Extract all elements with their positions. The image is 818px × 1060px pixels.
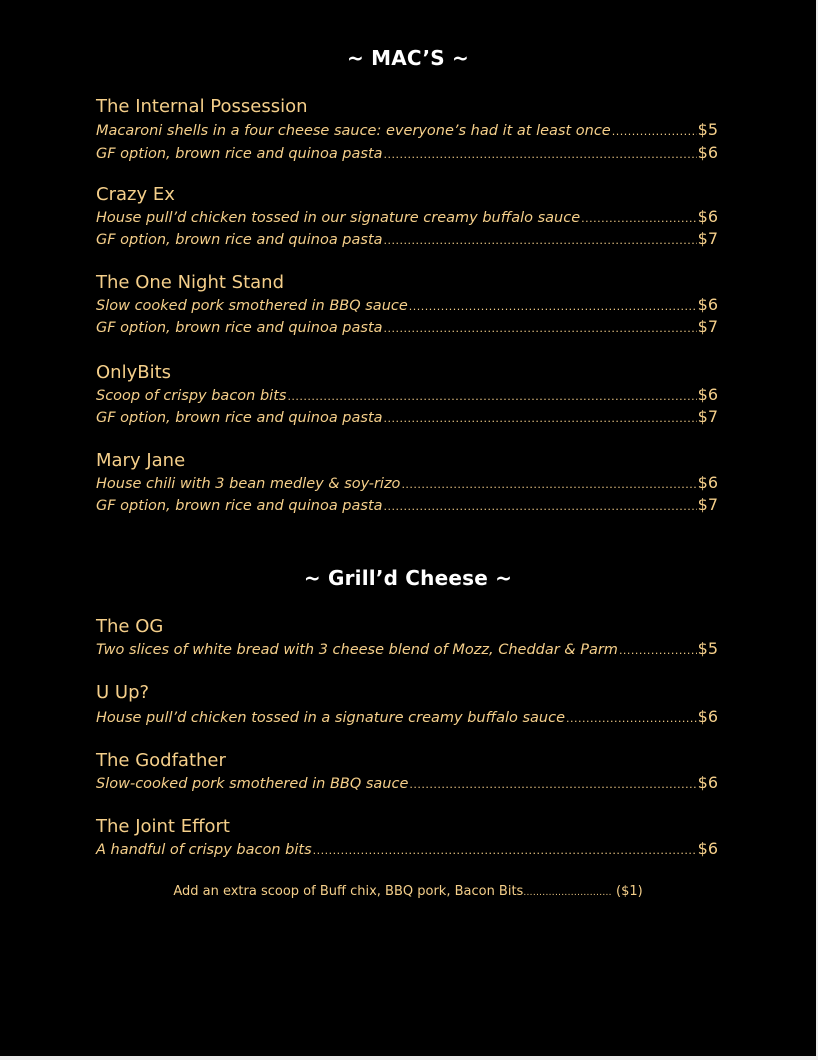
dot-leader — [581, 212, 697, 225]
dot-leader — [612, 125, 697, 138]
grilled-item-line — [96, 639, 718, 658]
gf-price: $7 — [697, 229, 718, 248]
item-price: $6 — [697, 385, 718, 404]
dot-leader — [384, 500, 697, 513]
macs-gf-line — [96, 143, 718, 162]
extra-scoop-price: ($1) — [616, 884, 643, 899]
macs-item-line — [96, 120, 718, 139]
macs-item-line — [96, 473, 718, 492]
grilled-section-title: ~ Grill’d Cheese ~ — [303, 566, 513, 590]
dot-leader — [409, 778, 696, 791]
grilled-item-line — [96, 707, 718, 726]
item-price: $6 — [697, 707, 718, 726]
macs-item-line — [96, 385, 718, 404]
item-description: Slow-cooked pork smothered in BBQ sauce — [96, 776, 409, 792]
item-price: $6 — [697, 473, 718, 492]
macs-item-name: The Internal Possession — [96, 96, 308, 117]
item-price: $6 — [697, 839, 718, 858]
gf-description: GF option, brown rice and quinoa pasta — [96, 232, 383, 248]
dot-leader — [384, 412, 697, 425]
item-price: $5 — [697, 120, 718, 139]
item-price: $6 — [697, 773, 718, 792]
grilled-item-name: The OG — [96, 616, 164, 637]
dot-leader — [313, 844, 697, 857]
dot-leader — [384, 234, 697, 247]
macs-gf-line — [96, 407, 718, 426]
gf-description: GF option, brown rice and quinoa pasta — [96, 320, 383, 336]
grilled-item-name: U Up? — [96, 682, 150, 703]
dot-leader — [409, 300, 697, 313]
dot-leader — [566, 712, 697, 725]
macs-gf-line — [96, 317, 718, 336]
macs-gf-line — [96, 229, 718, 248]
gf-price: $7 — [697, 495, 718, 514]
grilled-item-name: The Godfather — [96, 750, 226, 771]
gf-description: GF option, brown rice and quinoa pasta — [96, 498, 383, 514]
macs-item-line — [96, 207, 718, 226]
grilled-item-line — [96, 839, 718, 858]
macs-section-title: ~ MAC’S ~ — [346, 46, 470, 70]
dot-leader — [287, 390, 696, 403]
macs-item-name: The One Night Stand — [96, 272, 284, 293]
item-description: Slow cooked pork smothered in BBQ sauce — [96, 298, 408, 314]
gf-price: $6 — [697, 143, 718, 162]
macs-item-name: OnlyBits — [96, 362, 172, 383]
macs-gf-line — [96, 495, 718, 514]
item-price: $6 — [697, 207, 718, 226]
macs-item-name: Crazy Ex — [96, 184, 175, 205]
grilled-item-line — [96, 773, 718, 792]
gf-price: $7 — [697, 317, 718, 336]
item-description: House pull’d chicken tossed in a signature creamy buffalo sauce — [96, 710, 565, 726]
item-description: House pull’d chicken tossed in our signature creamy buffalo sauce — [96, 210, 581, 226]
item-description: A handful of crispy bacon bits — [96, 842, 312, 858]
dot-leader — [619, 644, 697, 657]
dot-leader — [401, 478, 696, 491]
dot-leader — [384, 148, 697, 161]
item-description: Macaroni shells in a four cheese sauce: everyone’s had it at least once — [96, 123, 611, 139]
gf-description: GF option, brown rice and quinoa pasta — [96, 146, 383, 162]
gf-price: $7 — [697, 407, 718, 426]
item-price: $5 — [697, 639, 718, 658]
macs-item-name: Mary Jane — [96, 450, 186, 471]
item-description: Two slices of white bread with 3 cheese blend of Mozz, Cheddar & Parm — [96, 642, 618, 658]
item-description: House chili with 3 bean medley & soy-rizo — [96, 476, 401, 492]
gf-description: GF option, brown rice and quinoa pasta — [96, 410, 383, 426]
dot-leader: ............................ — [523, 888, 612, 898]
macs-item-line — [96, 295, 718, 314]
item-price: $6 — [697, 295, 718, 314]
extra-scoop-note — [0, 884, 816, 899]
item-description: Scoop of crispy bacon bits — [96, 388, 287, 404]
extra-scoop-text: Add an extra scoop of Buff chix, BBQ pork, Bacon Bits — [173, 884, 524, 899]
dot-leader — [384, 322, 697, 335]
grilled-item-name: The Joint Effort — [96, 816, 230, 837]
